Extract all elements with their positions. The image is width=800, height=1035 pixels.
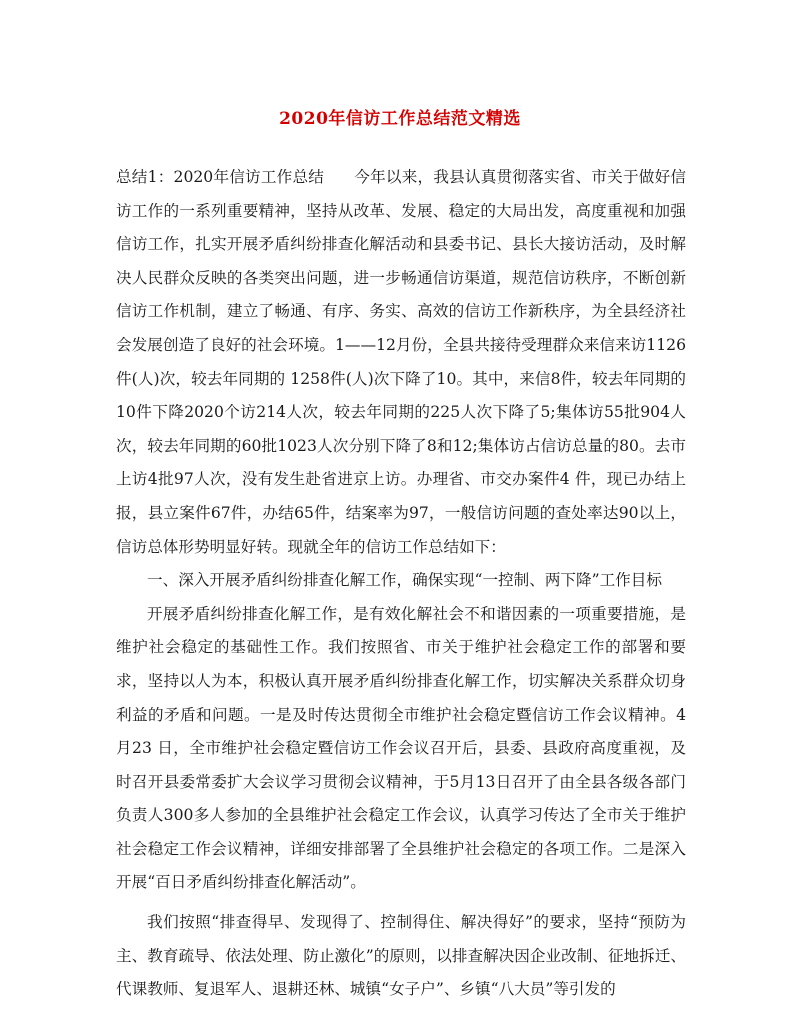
section-heading-1: 一、深入开展矛盾纠纷排查化解工作，确保实现“一控制、两下降”工作目标 [147, 571, 662, 590]
paragraph-1-text: 今年以来，我县认真贯彻落实省、市关于做好信访工作的一系列重要精神，坚持从改革、发展、稳定的大局出发，高度重视和加强信访工作，扎实开展矛盾纠纷排查化解活动和县委书记、县长大接访活动，及时解决人民群众反映的各类突出问题，进一步畅通信访渠道，规范信访秩序，不断创新信访工作机制，建立了畅通、有序、务实、高效的信访工作新秩序，为全县经济社会发展创造了良好的社会环境。1——12月份，全县共接待受理群众来信来访1126件(人)次，较去年同期的 1258件(人)次下降了10。其中，来信8件，较去年同期的10件下降2020个访214人次，较去年同期的225人次下降了5;集体访55批904人次，较去年同期的60批1023人次分别下降了8和12;集体访占信访总量的80。去市上访4批97人次，没有发生赴省进京上访。办理省、市交办案件4 件，现已办结上报，县立案件67件，办结65件，结案率为97，一般信访问题的查处率达90以上，信访总体形势明显好转。现就全年的信访工作总结如下： [116, 168, 686, 556]
paragraph-3: 我们按照“排查得早、发现得了、控制得住、解决得好”的要求，坚持“预防为主、教育疏导、依法处理、防止激化”的原则，以排查解决因企业改制、征地拆迁、代课教师、复退军人、退耕还林、城镇“女子户”、乡镇“八大员”等引发的 [116, 913, 686, 999]
paragraph-1 [116, 161, 686, 564]
lead-heading: 总结1：2020年信访工作总结 [116, 168, 325, 186]
document-title: 2020年信访工作总结范文精选 [279, 109, 521, 129]
document-body [116, 161, 686, 1007]
paragraph-2: 开展矛盾纠纷排查化解工作，是有效化解社会不和谐因素的一项重要措施，是维护社会稳定的基础性工作。我们按照省、市关于维护社会稳定工作的部署和要求，坚持以人为本，积极认真开展矛盾纠纷排查化解工作，切实解决关系群众切身利益的矛盾和问题。一是及时传达贯彻全市维护社会稳定暨信访工作会议精神。4月23 日，全市维护社会稳定暨信访工作会议召开后，县委、县政府高度重视，及时召开县委常委扩大会议学习贯彻会议精神，于5月13日召开了由全县各级各部门负责人300多人参加的全县维护社会稳定工作会议，认真学习传达了全市关于维护社会稳定工作会议精神，详细安排部署了全县维护社会稳定的各项工作。二是深入开展“百日矛盾纠纷排查化解活动”。 [116, 604, 686, 892]
